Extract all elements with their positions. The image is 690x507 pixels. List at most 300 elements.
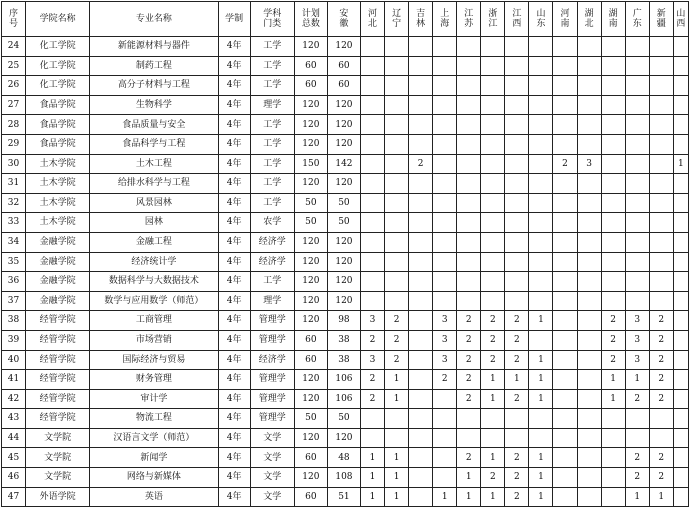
table-cell bbox=[481, 252, 505, 272]
table-cell bbox=[481, 115, 505, 135]
table-cell: 120 bbox=[327, 115, 360, 135]
table-cell bbox=[505, 37, 529, 57]
table-cell: 4年 bbox=[218, 232, 250, 252]
table-cell bbox=[481, 56, 505, 76]
table-row bbox=[2, 193, 689, 213]
table-cell bbox=[481, 154, 505, 174]
table-cell: 2 bbox=[505, 311, 529, 331]
table-cell: 食品学院 bbox=[26, 134, 90, 154]
table-cell: 2 bbox=[649, 389, 673, 409]
table-cell: 2 bbox=[505, 350, 529, 370]
table-cell bbox=[673, 232, 688, 252]
table-cell: 3 bbox=[625, 311, 649, 331]
table-cell bbox=[553, 389, 577, 409]
table-cell: 120 bbox=[294, 428, 327, 448]
table-cell bbox=[409, 370, 433, 390]
table-cell: 经管学院 bbox=[26, 311, 90, 331]
table-cell: 食品质量与安全 bbox=[90, 115, 218, 135]
table-cell bbox=[577, 330, 601, 350]
table-cell bbox=[529, 409, 553, 429]
table-row bbox=[2, 154, 689, 174]
table-cell bbox=[577, 389, 601, 409]
column-header: 山 东 bbox=[529, 2, 553, 37]
table-cell bbox=[601, 409, 625, 429]
table-row bbox=[2, 76, 689, 96]
table-cell bbox=[625, 252, 649, 272]
table-cell: 29 bbox=[2, 134, 26, 154]
table-cell: 2 bbox=[433, 370, 457, 390]
table-cell: 工学 bbox=[250, 154, 294, 174]
table-cell: 40 bbox=[2, 350, 26, 370]
table-cell bbox=[433, 174, 457, 194]
table-cell: 39 bbox=[2, 330, 26, 350]
table-cell bbox=[673, 37, 688, 57]
table-cell bbox=[601, 232, 625, 252]
table-cell bbox=[409, 232, 433, 252]
table-cell bbox=[673, 291, 688, 311]
table-cell: 4年 bbox=[218, 56, 250, 76]
table-cell bbox=[577, 95, 601, 115]
table-cell bbox=[385, 409, 409, 429]
table-cell: 45 bbox=[2, 448, 26, 468]
table-cell bbox=[673, 213, 688, 233]
table-cell bbox=[457, 272, 481, 292]
table-row bbox=[2, 291, 689, 311]
table-cell bbox=[385, 134, 409, 154]
table-cell: 土木工程 bbox=[90, 154, 218, 174]
table-cell: 工学 bbox=[250, 115, 294, 135]
table-cell: 理学 bbox=[250, 95, 294, 115]
header-row bbox=[2, 2, 689, 37]
table-cell: 外语学院 bbox=[26, 487, 90, 507]
column-header: 新 疆 bbox=[649, 2, 673, 37]
table-cell: 2 bbox=[649, 330, 673, 350]
table-cell bbox=[577, 37, 601, 57]
table-cell bbox=[433, 272, 457, 292]
table-cell: 31 bbox=[2, 174, 26, 194]
table-cell: 管理学 bbox=[250, 389, 294, 409]
table-cell bbox=[409, 252, 433, 272]
table-cell bbox=[649, 291, 673, 311]
table-cell bbox=[601, 95, 625, 115]
table-cell bbox=[409, 193, 433, 213]
table-cell bbox=[409, 330, 433, 350]
table-cell bbox=[481, 232, 505, 252]
table-cell bbox=[457, 428, 481, 448]
table-cell: 28 bbox=[2, 115, 26, 135]
table-cell: 1 bbox=[601, 370, 625, 390]
table-cell bbox=[409, 389, 433, 409]
table-cell: 4年 bbox=[218, 193, 250, 213]
column-header: 专业名称 bbox=[90, 2, 218, 37]
table-cell bbox=[601, 428, 625, 448]
table-cell: 土木学院 bbox=[26, 154, 90, 174]
table-cell: 文学 bbox=[250, 487, 294, 507]
table-cell bbox=[649, 252, 673, 272]
table-cell: 金融学院 bbox=[26, 252, 90, 272]
table-cell bbox=[529, 37, 553, 57]
table-cell bbox=[529, 76, 553, 96]
table-cell bbox=[360, 232, 384, 252]
table-cell bbox=[457, 95, 481, 115]
table-cell: 50 bbox=[294, 193, 327, 213]
table-cell bbox=[649, 95, 673, 115]
table-cell bbox=[625, 193, 649, 213]
table-cell: 2 bbox=[601, 330, 625, 350]
table-cell: 文学 bbox=[250, 428, 294, 448]
table-cell: 36 bbox=[2, 272, 26, 292]
table-cell: 150 bbox=[294, 154, 327, 174]
table-row bbox=[2, 37, 689, 57]
table-cell bbox=[433, 252, 457, 272]
table-cell: 60 bbox=[294, 330, 327, 350]
table-row bbox=[2, 115, 689, 135]
table-cell: 1 bbox=[481, 389, 505, 409]
table-cell: 2 bbox=[481, 311, 505, 331]
table-cell: 142 bbox=[327, 154, 360, 174]
table-cell bbox=[409, 272, 433, 292]
table-cell bbox=[577, 193, 601, 213]
table-row bbox=[2, 330, 689, 350]
table-cell: 食品学院 bbox=[26, 115, 90, 135]
table-cell: 120 bbox=[294, 291, 327, 311]
table-cell: 工学 bbox=[250, 272, 294, 292]
table-cell: 2 bbox=[505, 468, 529, 488]
table-row bbox=[2, 134, 689, 154]
table-cell bbox=[553, 468, 577, 488]
table-cell: 120 bbox=[294, 468, 327, 488]
table-cell: 120 bbox=[327, 272, 360, 292]
table-cell bbox=[625, 213, 649, 233]
table-cell: 食品学院 bbox=[26, 95, 90, 115]
table-cell bbox=[673, 487, 688, 507]
table-cell: 经管学院 bbox=[26, 350, 90, 370]
table-cell: 51 bbox=[327, 487, 360, 507]
table-cell: 2 bbox=[625, 448, 649, 468]
table-cell bbox=[601, 252, 625, 272]
table-cell: 化工学院 bbox=[26, 76, 90, 96]
table-cell bbox=[553, 487, 577, 507]
table-cell: 3 bbox=[625, 350, 649, 370]
table-cell bbox=[553, 409, 577, 429]
table-cell: 2 bbox=[649, 468, 673, 488]
table-cell: 1 bbox=[385, 487, 409, 507]
table-cell: 120 bbox=[327, 95, 360, 115]
table-cell: 园林 bbox=[90, 213, 218, 233]
table-cell bbox=[577, 487, 601, 507]
table-cell: 农学 bbox=[250, 213, 294, 233]
table-cell bbox=[625, 291, 649, 311]
table-cell: 管理学 bbox=[250, 409, 294, 429]
table-cell bbox=[505, 409, 529, 429]
table-cell bbox=[529, 95, 553, 115]
table-cell bbox=[529, 232, 553, 252]
table-cell: 120 bbox=[327, 232, 360, 252]
table-cell bbox=[385, 213, 409, 233]
table-cell: 4年 bbox=[218, 76, 250, 96]
table-cell bbox=[385, 95, 409, 115]
table-cell: 2 bbox=[457, 350, 481, 370]
table-cell: 2 bbox=[360, 330, 384, 350]
table-cell: 47 bbox=[2, 487, 26, 507]
table-cell bbox=[577, 291, 601, 311]
table-cell bbox=[577, 370, 601, 390]
table-cell: 2 bbox=[649, 311, 673, 331]
table-cell bbox=[457, 232, 481, 252]
table-cell bbox=[601, 37, 625, 57]
table-cell: 3 bbox=[433, 330, 457, 350]
table-cell bbox=[409, 487, 433, 507]
table-cell: 网络与新媒体 bbox=[90, 468, 218, 488]
table-cell bbox=[649, 37, 673, 57]
table-row bbox=[2, 272, 689, 292]
table-cell: 理学 bbox=[250, 291, 294, 311]
table-cell: 1 bbox=[529, 448, 553, 468]
table-cell bbox=[481, 409, 505, 429]
table-cell bbox=[385, 428, 409, 448]
table-cell bbox=[601, 76, 625, 96]
table-cell bbox=[553, 252, 577, 272]
table-cell: 108 bbox=[327, 468, 360, 488]
table-cell bbox=[673, 95, 688, 115]
table-cell bbox=[457, 174, 481, 194]
table-cell bbox=[649, 76, 673, 96]
table-cell bbox=[553, 213, 577, 233]
table-cell: 工学 bbox=[250, 193, 294, 213]
table-cell: 2 bbox=[385, 311, 409, 331]
table-cell: 4年 bbox=[218, 370, 250, 390]
table-cell: 120 bbox=[294, 389, 327, 409]
table-cell bbox=[553, 350, 577, 370]
table-cell bbox=[360, 134, 384, 154]
table-cell: 经济学 bbox=[250, 232, 294, 252]
table-cell: 2 bbox=[457, 370, 481, 390]
table-cell bbox=[601, 134, 625, 154]
table-cell bbox=[505, 95, 529, 115]
table-cell bbox=[673, 193, 688, 213]
table-cell bbox=[577, 448, 601, 468]
table-cell: 4年 bbox=[218, 115, 250, 135]
table-cell: 26 bbox=[2, 76, 26, 96]
table-cell: 经济统计学 bbox=[90, 252, 218, 272]
table-cell bbox=[433, 291, 457, 311]
table-cell bbox=[529, 213, 553, 233]
table-cell bbox=[673, 76, 688, 96]
table-cell: 1 bbox=[385, 389, 409, 409]
table-cell bbox=[673, 468, 688, 488]
table-cell bbox=[601, 115, 625, 135]
table-cell: 60 bbox=[294, 448, 327, 468]
table-cell bbox=[649, 193, 673, 213]
table-cell: 2 bbox=[601, 311, 625, 331]
table-cell bbox=[625, 115, 649, 135]
table-cell bbox=[553, 428, 577, 448]
table-cell: 4年 bbox=[218, 252, 250, 272]
table-cell bbox=[553, 115, 577, 135]
column-header: 浙 江 bbox=[481, 2, 505, 37]
table-cell bbox=[433, 95, 457, 115]
table-cell bbox=[649, 174, 673, 194]
table-cell bbox=[409, 174, 433, 194]
table-cell: 120 bbox=[294, 134, 327, 154]
table-cell: 42 bbox=[2, 389, 26, 409]
enrollment-plan-table bbox=[1, 1, 689, 507]
table-cell: 106 bbox=[327, 389, 360, 409]
table-cell bbox=[433, 134, 457, 154]
table-cell: 120 bbox=[294, 252, 327, 272]
table-cell: 120 bbox=[294, 37, 327, 57]
table-cell: 1 bbox=[529, 487, 553, 507]
table-cell bbox=[360, 37, 384, 57]
table-cell bbox=[625, 174, 649, 194]
table-cell: 2 bbox=[625, 389, 649, 409]
table-cell: 工学 bbox=[250, 134, 294, 154]
table-cell: 35 bbox=[2, 252, 26, 272]
table-header bbox=[2, 2, 689, 37]
table-cell bbox=[625, 154, 649, 174]
table-cell bbox=[433, 193, 457, 213]
table-row bbox=[2, 56, 689, 76]
table-cell bbox=[481, 95, 505, 115]
table-cell bbox=[433, 428, 457, 448]
table-cell: 1 bbox=[481, 448, 505, 468]
table-cell: 60 bbox=[294, 487, 327, 507]
table-cell: 制药工程 bbox=[90, 56, 218, 76]
table-cell: 41 bbox=[2, 370, 26, 390]
table-cell bbox=[673, 448, 688, 468]
table-cell: 120 bbox=[294, 174, 327, 194]
table-cell: 文学 bbox=[250, 448, 294, 468]
table-cell: 经管学院 bbox=[26, 409, 90, 429]
table-cell bbox=[601, 272, 625, 292]
table-cell bbox=[457, 56, 481, 76]
table-cell bbox=[505, 193, 529, 213]
table-cell bbox=[529, 56, 553, 76]
table-cell: 37 bbox=[2, 291, 26, 311]
table-cell bbox=[625, 76, 649, 96]
table-cell: 2 bbox=[481, 350, 505, 370]
table-cell bbox=[553, 448, 577, 468]
table-cell: 27 bbox=[2, 95, 26, 115]
table-cell bbox=[385, 272, 409, 292]
table-cell bbox=[433, 389, 457, 409]
column-header: 序 号 bbox=[2, 2, 26, 37]
table-cell: 106 bbox=[327, 370, 360, 390]
table-cell: 2 bbox=[505, 487, 529, 507]
table-cell bbox=[457, 76, 481, 96]
table-cell: 给排水科学与工程 bbox=[90, 174, 218, 194]
column-header: 学科 门类 bbox=[250, 2, 294, 37]
table-cell: 经管学院 bbox=[26, 370, 90, 390]
table-cell bbox=[481, 174, 505, 194]
table-cell bbox=[553, 134, 577, 154]
table-cell: 46 bbox=[2, 468, 26, 488]
table-cell bbox=[601, 468, 625, 488]
table-cell: 数学与应用数学（师范） bbox=[90, 291, 218, 311]
table-cell: 金融工程 bbox=[90, 232, 218, 252]
table-cell: 英语 bbox=[90, 487, 218, 507]
table-cell bbox=[385, 174, 409, 194]
table-cell bbox=[649, 213, 673, 233]
table-cell bbox=[409, 56, 433, 76]
table-cell bbox=[385, 232, 409, 252]
table-cell bbox=[409, 350, 433, 370]
table-cell: 2 bbox=[457, 330, 481, 350]
table-cell bbox=[529, 174, 553, 194]
column-header: 学院名称 bbox=[26, 2, 90, 37]
table-cell bbox=[409, 409, 433, 429]
table-cell: 25 bbox=[2, 56, 26, 76]
column-header: 上 海 bbox=[433, 2, 457, 37]
table-cell bbox=[481, 291, 505, 311]
table-cell: 市场营销 bbox=[90, 330, 218, 350]
table-cell bbox=[360, 272, 384, 292]
table-cell bbox=[457, 115, 481, 135]
column-header: 广 东 bbox=[625, 2, 649, 37]
table-cell: 24 bbox=[2, 37, 26, 57]
table-cell bbox=[505, 213, 529, 233]
table-cell: 1 bbox=[481, 487, 505, 507]
table-cell: 50 bbox=[327, 213, 360, 233]
table-cell bbox=[673, 252, 688, 272]
table-cell: 工学 bbox=[250, 56, 294, 76]
table-cell: 土木学院 bbox=[26, 174, 90, 194]
table-cell: 4年 bbox=[218, 330, 250, 350]
table-cell bbox=[649, 134, 673, 154]
table-cell: 1 bbox=[385, 448, 409, 468]
table-cell bbox=[577, 409, 601, 429]
table-cell bbox=[457, 291, 481, 311]
table-cell bbox=[505, 428, 529, 448]
table-cell: 2 bbox=[457, 448, 481, 468]
table-cell: 1 bbox=[529, 311, 553, 331]
table-cell bbox=[409, 134, 433, 154]
table-cell bbox=[625, 428, 649, 448]
table-cell: 3 bbox=[360, 311, 384, 331]
table-cell: 4年 bbox=[218, 389, 250, 409]
table-cell bbox=[360, 213, 384, 233]
table-cell bbox=[553, 193, 577, 213]
table-cell bbox=[409, 291, 433, 311]
table-cell: 土木学院 bbox=[26, 193, 90, 213]
table-cell bbox=[529, 134, 553, 154]
table-cell bbox=[601, 154, 625, 174]
table-cell: 4年 bbox=[218, 487, 250, 507]
table-cell bbox=[673, 272, 688, 292]
table-cell bbox=[360, 115, 384, 135]
table-cell bbox=[360, 252, 384, 272]
table-cell: 60 bbox=[294, 76, 327, 96]
table-cell bbox=[409, 37, 433, 57]
table-cell bbox=[577, 350, 601, 370]
table-cell bbox=[481, 428, 505, 448]
table-cell: 土木学院 bbox=[26, 213, 90, 233]
table-cell bbox=[649, 232, 673, 252]
table-cell bbox=[505, 115, 529, 135]
table-cell: 2 bbox=[505, 448, 529, 468]
table-cell bbox=[553, 56, 577, 76]
table-cell bbox=[673, 370, 688, 390]
table-cell: 120 bbox=[327, 37, 360, 57]
table-cell: 50 bbox=[327, 193, 360, 213]
table-cell bbox=[409, 428, 433, 448]
table-cell bbox=[409, 95, 433, 115]
table-row bbox=[2, 252, 689, 272]
table-cell bbox=[433, 115, 457, 135]
table-cell bbox=[409, 311, 433, 331]
table-cell: 金融学院 bbox=[26, 232, 90, 252]
table-cell: 1 bbox=[360, 487, 384, 507]
